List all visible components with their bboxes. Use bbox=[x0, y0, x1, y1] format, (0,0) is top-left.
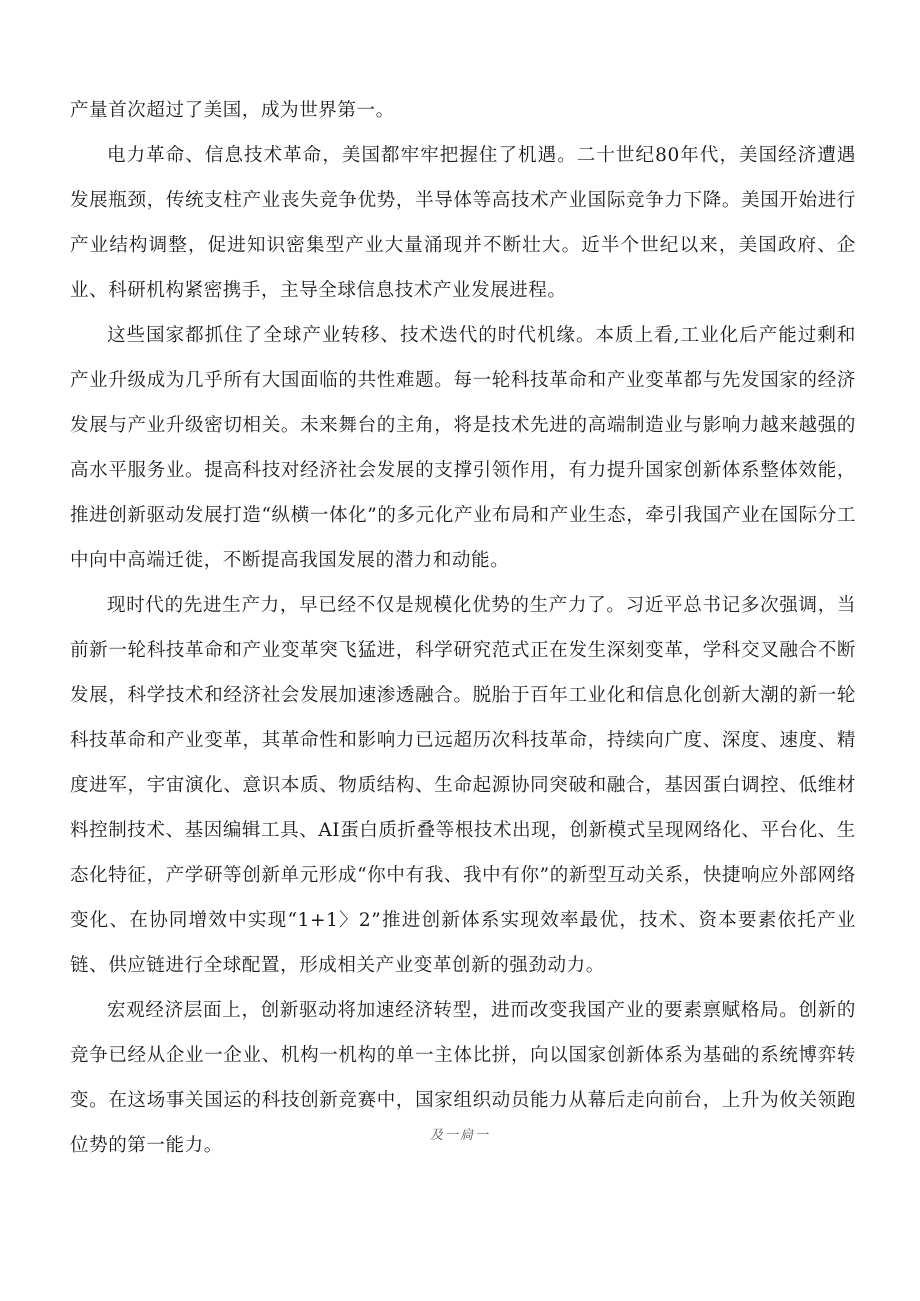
document-body bbox=[70, 88, 856, 1168]
page-footer: 及一扃一 bbox=[429, 1128, 490, 1143]
paragraph-us-industry: 电力革命、信息技术革命，美国都牢牢把握住了机遇。二十世纪80年代，美国经济遭遇发展瓶颈，传统支柱产业丧失竞争优势，半导体等高技术产业国际竞争力下降。美国开始进行产业结构调整，促进知识密集型产业大量涌现并不断壮大。近半个世纪以来，美国政府、企业、科研机构紧密携手，主导全球信息技术产业发展进程。 bbox=[70, 145, 856, 301]
paragraph-macro-economy: 宏观经济层面上，创新驱动将加速经济转型，进而改变我国产业的要素禀赋格局。创新的竞争已经从企业一企业、机构一机构的单一主体比拼，向以国家创新体系为基础的系统博弈转变。在这场事关国运的科技创新竞赛中，国家组织动员能力从幕后走向前台，上升为攸关领跑位势的第一能力。 bbox=[70, 1000, 856, 1156]
paragraph-continuation: 产量首次超过了美国，成为世界第一。 bbox=[70, 100, 395, 121]
paragraph-countries-opportunity: 这些国家都抓住了全球产业转移、技术迭代的时代机缘。本质上看,工业化后产能过剩和产业升级成为几乎所有大国面临的共性难题。每一轮科技革命和产业变革都与先发国家的经济发展与产业升级密切相关。未来舞台的主角，将是技术先进的高端制造业与影响力越来越强的高水平服务业。提高科技对经济社会发展的支撑引领作用，有力提升国家创新体系整体效能，推进创新驱动发展打造“纵横一体化”的多元化产业布局和产业生态，牵引我国产业在国际分工中向中高端迁徙，不断提高我国发展的潜力和动能。 bbox=[70, 325, 856, 571]
paragraph-advanced-productivity: 现时代的先进生产力，早已经不仅是规模化优势的生产力了。习近平总书记多次强调，当前新一轮科技革命和产业变革突飞猛进，科学研究范式正在发生深刻变革，学科交叉融合不断发展，科学技术和经济社会发展加速渗透融合。脱胎于百年工业化和信息化创新大潮的新一轮科技革命和产业变革，其革命性和影响力已远超历次科技革命，持续向广度、深度、速度、精度进军，宇宙演化、意识本质、物质结构、生命起源协同突破和融合，基因蛋白调控、低维材料控制技术、基因编辑工具、AI蛋白质折叠等根技术出现，创新模式呈现网络化、平台化、生态化特征，产学研等创新单元形成“你中有我、我中有你”的新型互动关系，快捷响应外部网络变化、在协同增效中实现“1+1〉2”推进创新体系实现效率最优，技术、资本要素依托产业链、供应链进行全球配置，形成相关产业变革创新的强劲动力。 bbox=[70, 595, 856, 976]
